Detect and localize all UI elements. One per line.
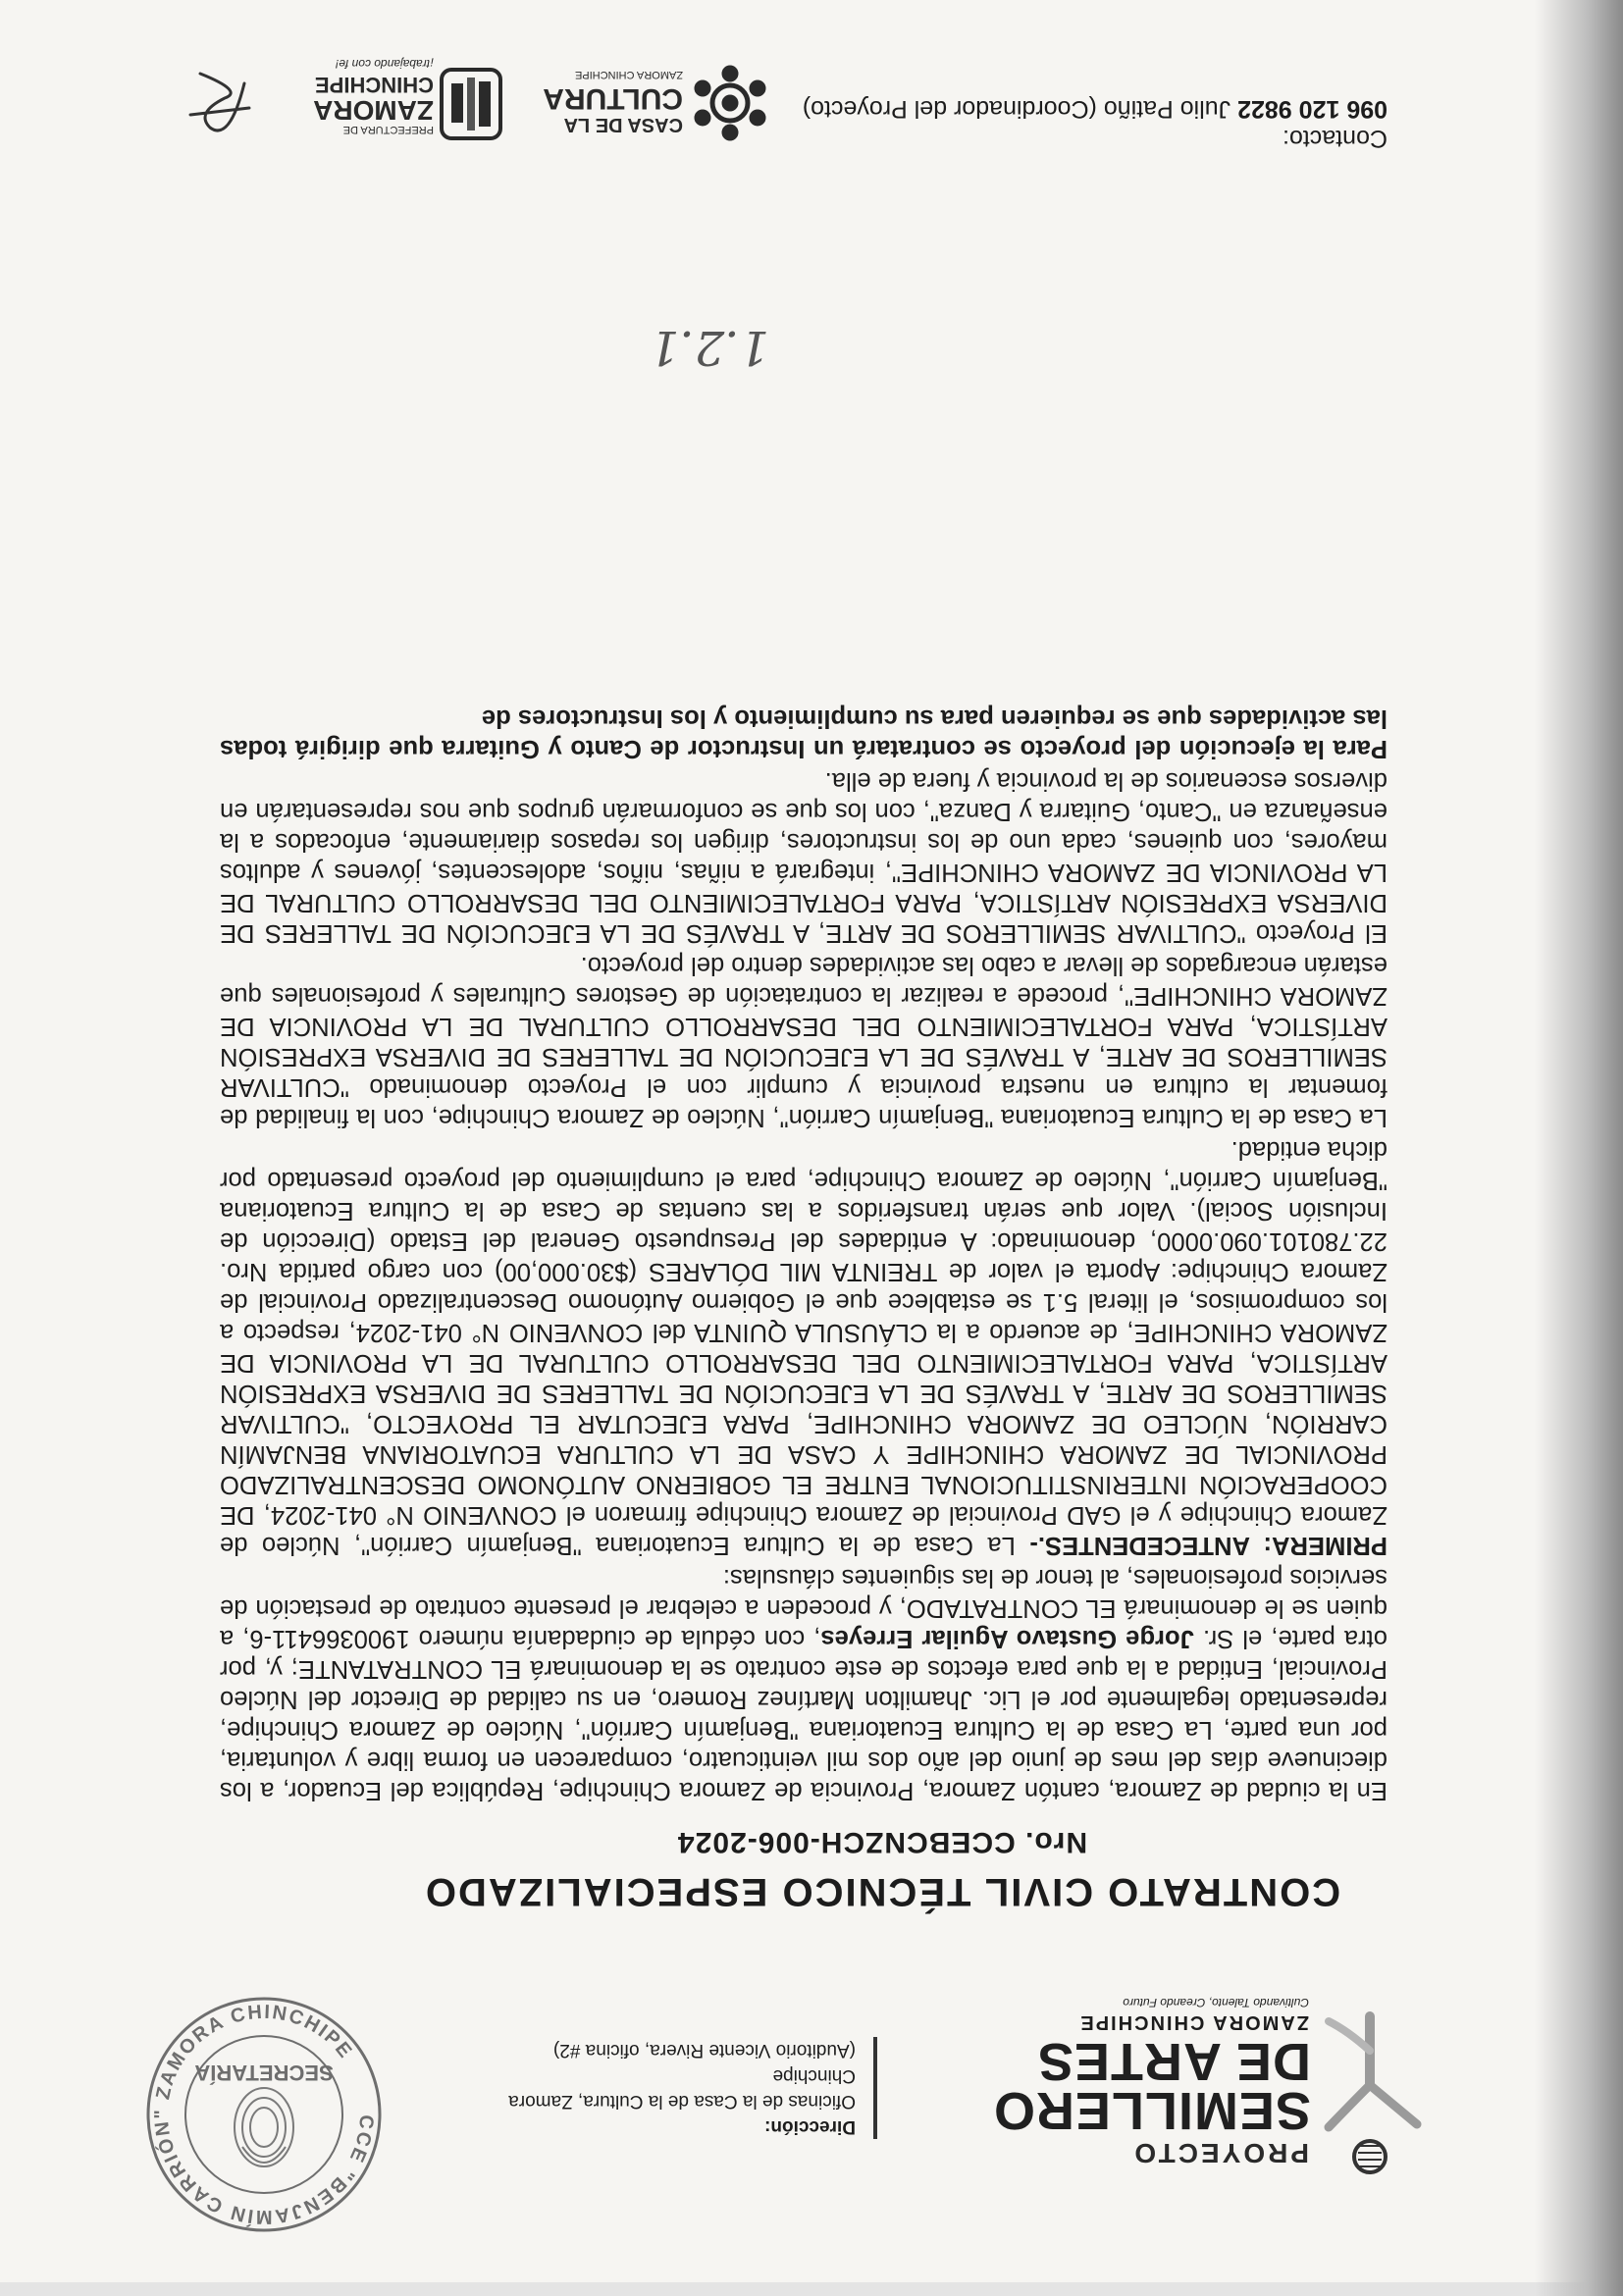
footer xyxy=(200,44,1387,152)
prefectura-tagline: ¡trabajando con fe! xyxy=(335,57,434,71)
seal-inner-ring xyxy=(185,2036,342,2193)
logo-region: ZAMORA CHINCHIPE xyxy=(1078,2011,1309,2033)
contact-name: Julio Patiño (Coordinador del Proyecto) xyxy=(802,95,1238,123)
seal-ring-text: CCE "BENJAMÍN CARRIÓN" ZAMORA CHINCHIPE xyxy=(150,2001,378,2228)
page-number-text: 1.2.1 xyxy=(649,320,769,375)
prefectura-line3: CHINCHIPE xyxy=(314,73,434,97)
clause-first xyxy=(220,1134,1387,1560)
contact-phone: 096 120 9822 xyxy=(1237,95,1387,123)
prefectura-line2: ZAMORA xyxy=(313,95,434,126)
prefectura-line1: PREFECTURA DE xyxy=(342,124,434,135)
intro-text-rest: , con cédula de ciudadanía número 1900366411-6, a quien se le denominará EL CONTRATADO, y proceden a celebrar el presente contrato de prestación de servicios profesionales, al tenor de las siguientes cláusulas: xyxy=(219,1564,1387,1652)
logo-program-name: SEMILLERO DE ARTES xyxy=(992,2032,1311,2140)
seal-center-text: SECRETARÍA xyxy=(194,2061,334,2085)
logo-project-label: PROYECTO xyxy=(1131,2138,1309,2168)
seal-outer-ring xyxy=(148,1999,380,2230)
address-line-1: Oficinas de la Casa de la Cultura, Zamora Chinchipe xyxy=(508,2065,856,2112)
intro-paragraph xyxy=(220,1562,1387,1805)
semillero-figure-icon xyxy=(1319,2011,1427,2178)
logo-tagline: Cultivando Talento, Creando Futuro xyxy=(1123,1996,1309,2009)
paragraph-4: El Proyecto "CULTIVAR SEMILLEROS DE ARTE, A TRAVÉS DE LA EJECUCIÓN DE TALLERES DE DIVERSA EXPRESIÓN ARTÍSTICA, PARA FORTALECIMIENTO DEL DESARROLLO CULTURAL DE LA PROVINCIA DE ZAMORA CHINCHIPE", integrará a niñas, niños, adolescentes, jóvenes y adultos mayores, con quienes, cada uno de los instructores, dirigen los repasos diariamente, enfocados a la enseñanza en "Canto, Guitarra y Danza", con los que se conformarán grupos que nos representarán en diversos escenarios de la provincia y fuera de ella. xyxy=(220,767,1387,947)
address-line-2: (Auditorio Vicente Rivera, oficina #2) xyxy=(552,2040,856,2061)
casa-logo-line3: ZAMORA CHINCHIPE xyxy=(574,69,683,80)
scan-edge xyxy=(0,2282,1623,2296)
clause-first-heading: PRIMERA: ANTECEDENTES.- xyxy=(1029,1532,1387,1559)
casa-logo-line2: CULTURA xyxy=(543,82,683,115)
scan-shadow xyxy=(1535,0,1623,2296)
address-label: Dirección: xyxy=(764,2116,856,2137)
contract-body xyxy=(220,701,1387,1805)
contractor-name: Jorge Gustavo Aguilar Erreyes xyxy=(820,1625,1194,1652)
casa-cultura-logo xyxy=(524,54,769,152)
paragraph-3: La Casa de la Cultura Ecuatoriana "Benjamín Carrión", Núcleo de Zamora Chinchipe, con la finalidad de fomentar la cultura en nuestra provincia y cumplir con el Proyecto denominado "CULTIVAR SEMILLEROS DE ARTE, A TRAVÉS DE LA EJECUCIÓN DE TALLERES DE DIVERSA EXPRESIÓN ARTÍSTICA, PARA FORTALECIMIENTO DEL DESARROLLO CULTURAL DE LA PROVINCIA DE ZAMORA CHINCHIPE", procede a realizar la contratación de Gestores Culturales y profesionales que estarán encargados de llevar a cabo las actividades dentro del proyecto. xyxy=(220,952,1387,1131)
clause-first-text: La Casa de la Cultura Ecuatoriana "Benjamín Carrión", Núcleo de Zamora Chinchipe y el GAD Provincial de Zamora Chinchipe firmaron el CONVENIO N° 041-2024, DE COOPERACIÓN INTERINSTITUCIONAL ENTRE EL GOBIERNO AUTÓNOMO DESCENTRALIZADO PROVINCIAL DE ZAMORA CHINCHIPE Y CASA DE LA CULTURA ECUATORIANA BENJAMÍN CARRIÓN, NÚCLEO DE ZAMORA CHINCHIPE, PARA EJECUTAR EL PROYECTO, "CULTIVAR SEMILLEROS DE ARTE, A TRAVÉS DE LA EJECUCIÓN DE TALLERES DE DIVERSA EXPRESIÓN ARTÍSTICA, PARA FORTALECIMIENTO DEL DESARROLLO CULTURAL DE LA PROVINCIA DE ZAMORA CHINCHIPE, de acuerdo a la CLÁUSULA QUINTA del CONVENIO N° 041-2024, respecto a los compromisos, el literal 5.1 se establece que el Gobierno Autónomo Descentralizado Provincial de Zamora Chinchipe: Aporta el valor de TREINTA MIL DÓLARES ($30.000,00) con cargo partida Nro. 22.780101.090.0000, denominado: A entidades del Presupuesto General del Estado (Dirección de Inclusión Social). Valor que serán transferidos a las cuentas de Casa de la Cultura Ecuatoriana "Benjamín Carrión", Núcleo de Zamora Chinchipe, para el cumplimiento del proyecto presentado por dicha entidad. xyxy=(220,1136,1387,1559)
contract-title: CONTRATO CIVIL TÉCNICO ESPECIALIZADO xyxy=(423,1870,1341,1913)
contract-number: Nro. CCEBCNZCH-006-2024 xyxy=(676,1826,1088,1858)
intro-text: En la ciudad de Zamora, cantón Zamora, Provincia de Zamora Chinchipe, República del Ecuador, a los diecinueve días del mes de junio del año dos mil veinticuatro, comparecen en forma libre y voluntaria, por una parte, La Casa de la Cultura Ecuatoriana "Benjamín Carrión", Núcleo de Zamora Chinchipe, representado legalmente por el Lic. Jhamilton Martínez Romero, en su calidad de Director del Núcleo Provincial, Entidad a la que para efectos de este contrato se la denominará EL CONTRATANTE; y, por otra parte, el Sr. xyxy=(220,1625,1387,1804)
prefectura-logo xyxy=(269,54,504,152)
handwritten-signature xyxy=(181,64,259,152)
address-block xyxy=(444,2037,877,2139)
gear-icon xyxy=(697,68,763,138)
prefectura-emblem-icon xyxy=(442,70,500,138)
casa-logo-line1: CASA DE LA xyxy=(563,114,683,135)
fingerprint-icon xyxy=(235,2088,293,2166)
secretaria-seal xyxy=(141,1992,387,2237)
paragraph-5: Para la ejecución del proyecto se contratará un Instructor de Canto y Guitarra que dirigirá todas las actividades que se requieren para su cumplimiento y los Instructores de xyxy=(220,704,1387,762)
contact-label: Contacto: xyxy=(1282,125,1387,152)
contact-info xyxy=(803,94,1387,123)
handwritten-page-number xyxy=(612,314,779,383)
